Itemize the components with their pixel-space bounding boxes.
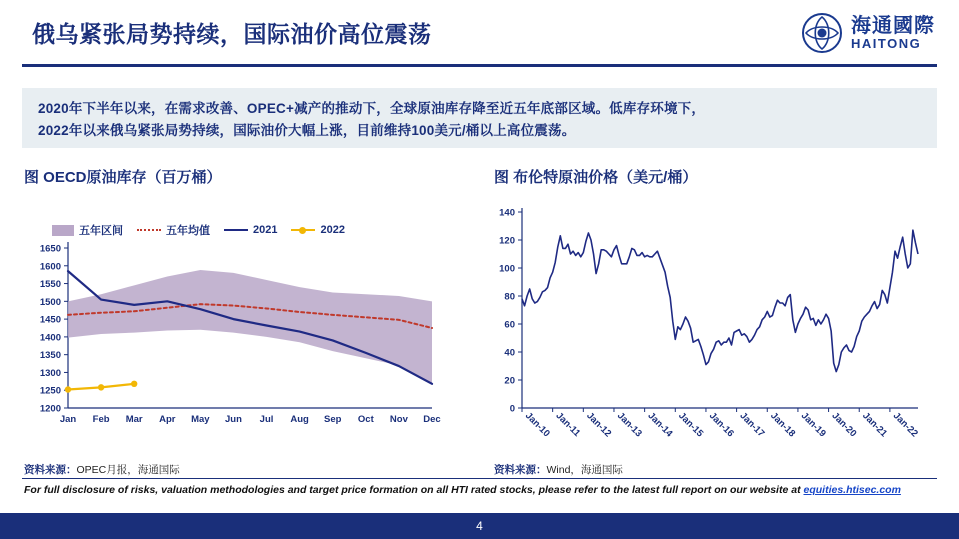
svg-text:Sep: Sep: [324, 414, 342, 425]
svg-text:Jan: Jan: [59, 414, 77, 425]
svg-text:Jul: Jul: [259, 414, 274, 425]
svg-text:Jan-16: Jan-16: [706, 410, 736, 440]
legend-label-2022: 2022: [320, 224, 345, 236]
summary-line-2: 2022年以来俄乌紧张局势持续，国际油价大幅上涨，目前维持100美元/桶以上高位震荡。: [38, 122, 576, 138]
legend-label-band: 五年区间: [79, 225, 123, 237]
legend-label-2021: 2021: [253, 224, 278, 236]
haitong-logo-icon: [801, 12, 843, 54]
right-source-value: Wind，海通国际: [546, 464, 623, 476]
svg-text:1550: 1550: [39, 279, 61, 291]
svg-text:1600: 1600: [39, 261, 61, 273]
company-logo: [801, 12, 935, 54]
legend-item-2022: [291, 224, 344, 236]
svg-text:Jan-22: Jan-22: [890, 410, 920, 440]
svg-text:1400: 1400: [39, 332, 61, 344]
disclaimer-text: [24, 484, 934, 496]
disclaimer-body: For full disclosure of risks, valuation methodologies and target price formation on all HTI rated stocks, please refer to the latest full report on our website at: [24, 484, 804, 496]
yellow-line-swatch-icon: [291, 229, 315, 231]
svg-text:Aug: Aug: [290, 414, 309, 425]
right-chart-source: [494, 462, 623, 477]
svg-text:Jan-20: Jan-20: [829, 410, 859, 440]
svg-text:1350: 1350: [39, 350, 61, 362]
svg-text:100: 100: [499, 263, 515, 275]
svg-text:Nov: Nov: [389, 414, 408, 425]
legend-label-average: 五年均值: [166, 225, 210, 237]
svg-text:1450: 1450: [39, 314, 61, 326]
brent-price-chart: [480, 196, 930, 458]
legend-item-2021: [224, 224, 277, 236]
svg-text:1300: 1300: [39, 367, 61, 379]
right-chart-svg: [480, 196, 930, 458]
left-source-label: 资料来源：: [24, 464, 77, 476]
svg-text:Jan-19: Jan-19: [798, 410, 828, 440]
svg-text:Mar: Mar: [125, 414, 143, 425]
svg-text:Jan-15: Jan-15: [676, 410, 706, 440]
svg-text:1250: 1250: [39, 385, 61, 397]
svg-text:Jan-14: Jan-14: [645, 410, 675, 440]
logo-text-cn: 海通國際: [851, 14, 935, 37]
svg-text:1200: 1200: [39, 403, 61, 415]
svg-text:Apr: Apr: [159, 414, 176, 425]
svg-text:0: 0: [509, 403, 515, 415]
summary-line-1: 2020年下半年以来，在需求改善、OPEC+减产的推动下，全球原油库存降至近五年底部区域。低库存环境下，: [38, 101, 706, 116]
svg-text:1650: 1650: [39, 243, 61, 255]
svg-text:Dec: Dec: [423, 414, 441, 425]
svg-text:140: 140: [499, 207, 515, 219]
svg-text:Jan-17: Jan-17: [737, 410, 767, 440]
oecd-inventory-chart: [22, 196, 442, 458]
left-chart-legend: [52, 222, 345, 238]
right-chart-title: 图 布伦特原油价格（美元/桶）: [494, 169, 698, 186]
svg-text:60: 60: [504, 319, 515, 331]
svg-text:20: 20: [504, 375, 515, 387]
left-source-value: OPEC月报，海通国际: [76, 464, 180, 476]
svg-text:May: May: [191, 414, 210, 425]
svg-text:Jun: Jun: [225, 414, 242, 425]
dotted-line-swatch-icon: [137, 229, 161, 231]
svg-text:Oct: Oct: [357, 414, 374, 425]
footer-divider: [22, 478, 937, 479]
legend-item-band: [52, 222, 123, 238]
svg-text:40: 40: [504, 347, 515, 359]
svg-text:80: 80: [504, 291, 515, 303]
svg-text:Jan-13: Jan-13: [614, 410, 644, 440]
right-source-label: 资料来源：: [494, 464, 547, 476]
page-number: 4: [476, 519, 483, 533]
svg-text:Jan-21: Jan-21: [860, 410, 890, 440]
svg-text:Jan-10: Jan-10: [522, 410, 552, 440]
legend-item-average: [137, 222, 210, 238]
page-title: 俄乌紧张局势持续，国际油价高位震荡: [32, 21, 432, 47]
logo-text-en: HAITONG: [851, 35, 922, 51]
header-divider: [22, 64, 937, 67]
solid-line-swatch-icon: [224, 229, 248, 231]
svg-text:Jan-18: Jan-18: [768, 410, 798, 440]
summary-box: [22, 88, 937, 148]
svg-text:Jan-11: Jan-11: [553, 410, 583, 440]
disclaimer-link[interactable]: equities.htisec.com: [803, 484, 901, 496]
left-chart-title: 图 OECD原油库存（百万桶）: [24, 169, 222, 186]
svg-text:Feb: Feb: [92, 414, 110, 425]
svg-text:1500: 1500: [39, 296, 61, 308]
svg-text:Jan-12: Jan-12: [584, 410, 614, 440]
footer-page-bar: [0, 513, 959, 539]
left-chart-source: [24, 462, 180, 477]
svg-text:120: 120: [499, 235, 515, 247]
slide-header: [0, 0, 959, 68]
band-swatch-icon: [52, 225, 74, 236]
